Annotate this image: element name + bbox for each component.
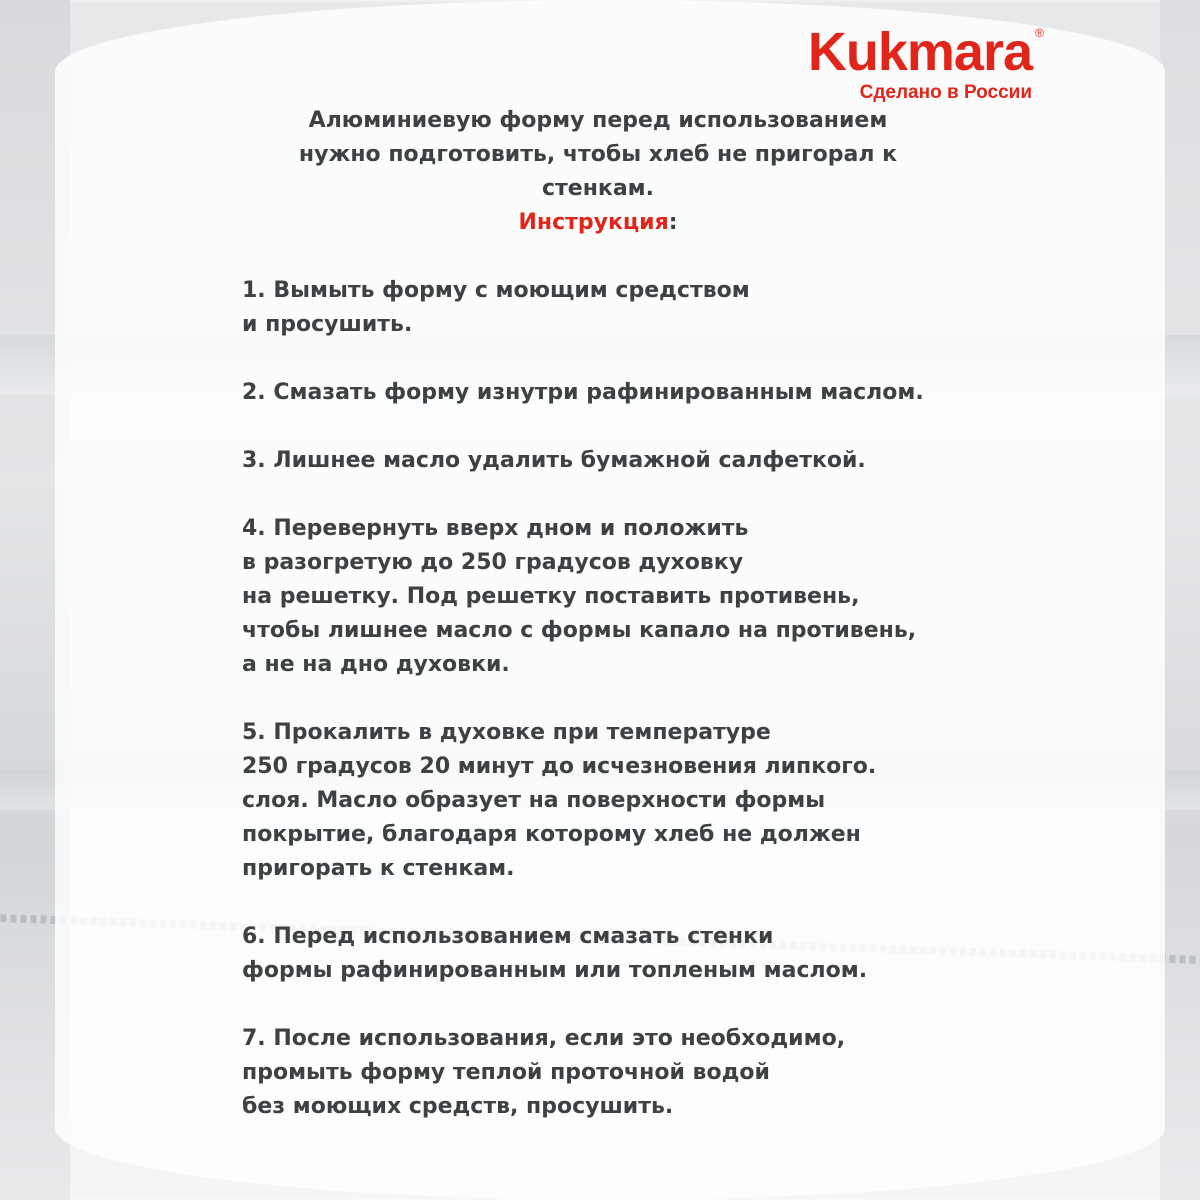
intro-line: Алюминиевую форму перед использованием <box>308 108 888 133</box>
step-line: промыть форму теплой проточной водой <box>242 1060 770 1085</box>
intro-text <box>242 104 954 206</box>
step-line: 1. Вымыть форму с моющим средством <box>242 278 750 303</box>
step-line: 7. После использования, если это необходимо, <box>242 1026 846 1051</box>
steps-list <box>242 274 1002 1124</box>
step-line: 2. Смазать форму изнутри рафинированным маслом. <box>242 380 924 405</box>
step-4 <box>242 512 1002 682</box>
step-line: пригорать к стенкам. <box>242 856 515 881</box>
intro-line: нужно подготовить, чтобы хлеб не пригорал к стенкам. <box>298 142 898 201</box>
step-line: на решетку. Под решетку поставить противень, <box>242 584 860 609</box>
step-line: покрытие, благодаря которому хлеб не должен <box>242 822 861 847</box>
step-line: 6. Перед использованием смазать стенки <box>242 924 774 949</box>
logo-tagline: Сделано в России <box>859 82 1032 103</box>
step-line: 250 градусов 20 минут до исчезновения липкого. <box>242 754 877 779</box>
step-line: чтобы лишнее масло с формы капало на противень, <box>242 618 917 643</box>
instructions-heading <box>242 206 954 240</box>
logo-name: Kukmara <box>807 22 1032 82</box>
step-1 <box>242 274 1002 342</box>
logo-registered-mark: ® <box>1035 26 1044 40</box>
step-line: 5. Прокалить в духовке при температуре <box>242 720 771 745</box>
step-2 <box>242 376 1002 410</box>
step-5 <box>242 716 1002 886</box>
step-7 <box>242 1022 1002 1124</box>
step-6 <box>242 920 1002 988</box>
step-line: в разогретую до 250 градусов духовку <box>242 550 744 575</box>
step-line: без моющих средств, просушить. <box>242 1094 674 1119</box>
step-line: 4. Перевернуть вверх дном и положить <box>242 516 749 541</box>
step-line: слоя. Масло образует на поверхности формы <box>242 788 826 813</box>
heading-label: Инструкция <box>518 210 669 235</box>
step-line: 3. Лишнее масло удалить бумажной салфеткой. <box>242 448 866 473</box>
heading-suffix: : <box>668 210 678 235</box>
step-3 <box>242 444 1002 478</box>
instructions <box>242 104 1002 1158</box>
step-line: формы рафинированным или топленым маслом. <box>242 958 868 983</box>
step-line: а не на дно духовки. <box>242 652 510 677</box>
brand-logo <box>807 22 1044 104</box>
background-right-edge <box>1160 0 1200 1200</box>
step-line: и просушить. <box>242 312 413 337</box>
